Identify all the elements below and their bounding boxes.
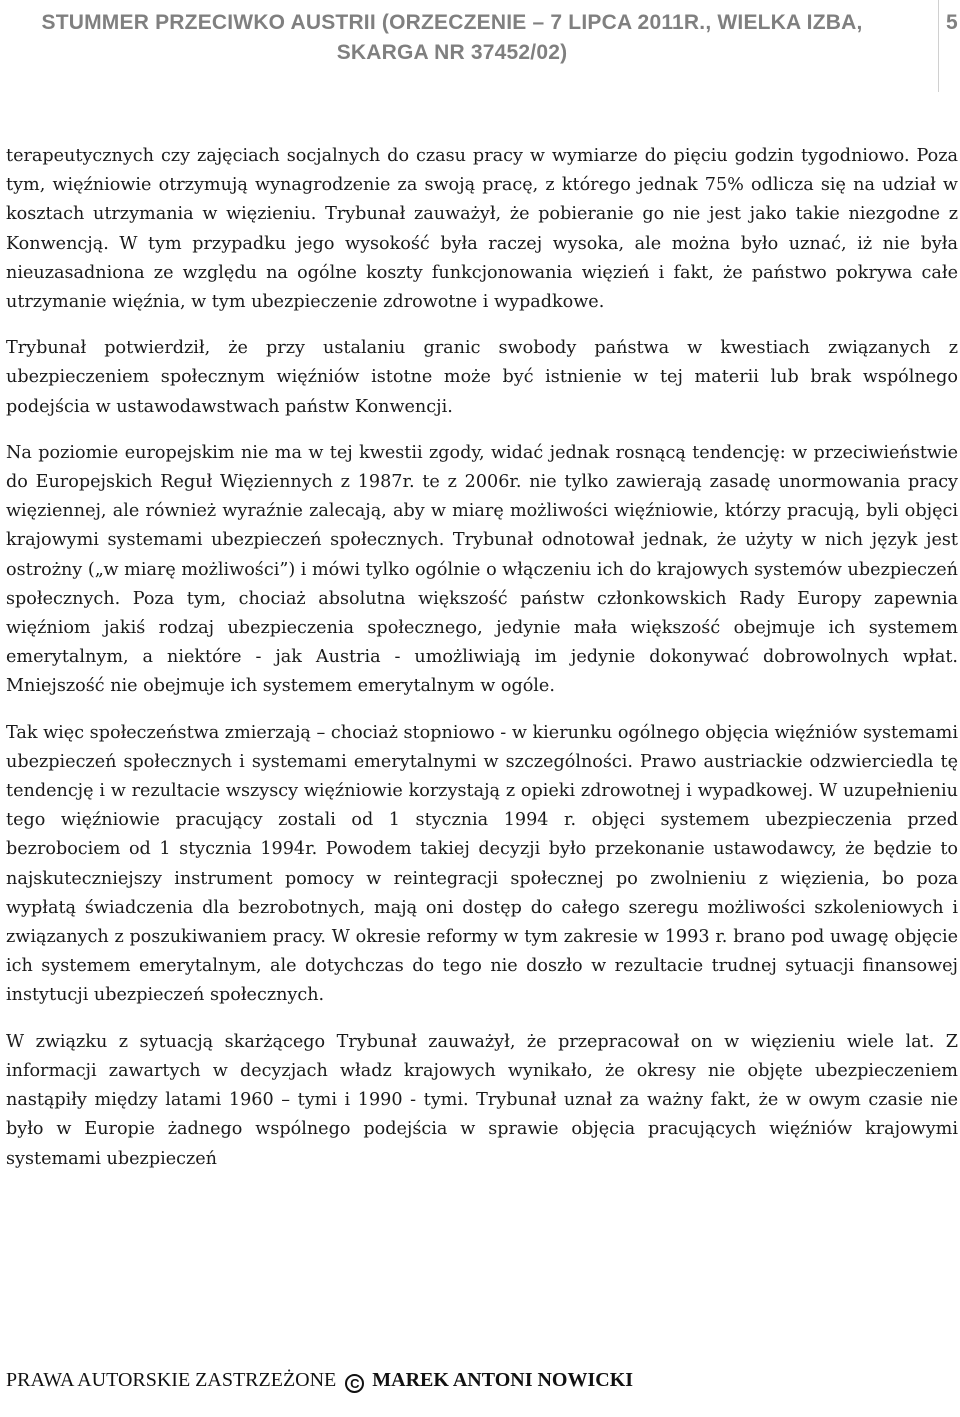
footer-author: MAREK ANTONI NOWICKI — [372, 1369, 634, 1391]
paragraph-4: Tak więc społeczeństwa zmierzają – chociaż stopniowo - w kierunku ogólnego objęcia więźniów systemami ubezpieczeń społecznych i systemami emerytalnymi w szczególności. Prawo austriackie odzwierciedla tę tendencję i w rezultacie wszyscy więźniowie korzystają z opieki zdrowotnej i wypadkowej. W uzupełnieniu tego więźniowie pracujący zostali od 1 stycznia 1994 r. objęci systemem ubezpieczenia przed bezrobociem od 1 stycznia 1994r. Powodem takiej decyzji było przekonanie ustawodawcy, że będzie to najskuteczniejszy instrument pomocy w reintegracji społecznej po zwolnieniu z więzienia, bo poza wypłatą świadczenia dla bezrobotnych, mają oni dostęp do całego szeregu możliwości szkoleniowych i związanych z poszukiwaniem pracy. W okresie reformy w tym zakresie w 1993 r. brano pod uwagę objęcie ich systemem emerytalnym, ale dotychczas do tego nie doszło w rezultacie trudnej sytuacji finansowej instytucji ubezpieczeń społecznych. — [6, 722, 958, 1006]
page-header — [0, 0, 958, 92]
page-number: 5 — [946, 11, 958, 34]
document-body — [6, 142, 958, 1191]
page-footer — [6, 1366, 633, 1394]
header-title: STUMMER PRZECIWKO AUSTRII (ORZECZENIE – 7 LIPCA 2011R., WIELKA IZBA, SKARGA NR 37452/02) — [41, 11, 863, 64]
paragraph-5: W związku z sytuacją skarżącego Trybunał zauważył, że przepracował on w więzieniu wiele lat. Z informacji zawartych w decyzjach władz krajowych wynikało, że okresy nie objęte ubezpieczeniem nastąpiły między latami 1960 – tymi i 1990 - tymi. Trybunał uznał za ważny fakt, że w owym czasie nie było w Europie żadnego wspólnego podejścia w sprawie objęcia pracujących więźniów krajowymi systemami ubezpieczeń — [6, 1031, 958, 1169]
paragraph-1: terapeutycznych czy zajęciach socjalnych do czasu pracy w wymiarze do pięciu godzin tygodniowo. Poza tym, więźniowie otrzymują wynagrodzenie za swoją pracę, z którego jednak 75% odlicza się na udział w kosztach utrzymania w więzieniu. Trybunał zauważył, że pobieranie go nie jest jako takie niezgodne z Konwencją. W tym przypadku jego wysokość była raczej wysoka, ale można było uznać, iż nie była nieuzasadniona ze względu na ogólne koszty funkcjonowania więzień i fakt, że państwo pokrywa całe utrzymanie więźnia, w tym ubezpieczenie zdrowotne i wypadkowe. — [6, 146, 958, 313]
paragraph-3: Na poziomie europejskim nie ma w tej kwestii zgody, widać jednak rosnącą tendencję: w przeciwieństwie do Europejskich Reguł Więziennych z 1987r. te z 2006r. nie tylko zawierają zasadę unormowania pracy więziennej, ale również wyraźnie zalecają, aby w miarę możliwości więźniowie, którzy pracują, byli objęci krajowymi systemami ubezpieczeń społecznych. Trybunał odnotował jednak, że użyty w nich język jest ostrożny („w miarę możliwości”) i mówi tylko ogólnie o włączeniu ich do krajowych systemów ubezpieczeń społecznych. Poza tym, chociaż absolutna większość państw członkowskich Rady Europy zapewnia więźniom jakiś rodzaj ubezpieczenia społecznego, jedynie mała większość obejmuje ich systemem emerytalnym, a niektóre - jak Austria - umożliwiają im jedynie dokonywać dobrowolnych wpłat. Mniejszość nie obejmuje ich systemem emerytalnym w ogóle. — [6, 442, 959, 697]
footer-rights-text: PRAWA AUTORSKIE ZASTRZEŻONE — [6, 1369, 337, 1391]
paragraph-2: Trybunał potwierdził, że przy ustalaniu granic swobody państwa w kwestiach związanych z ubezpieczeniem społecznym więźniów istotne może być istnienie w tej materii lub brak wspólnego podejścia w ustawodawstwach państw Konwencji. — [6, 338, 958, 417]
copyright-icon: C — [345, 1374, 364, 1393]
